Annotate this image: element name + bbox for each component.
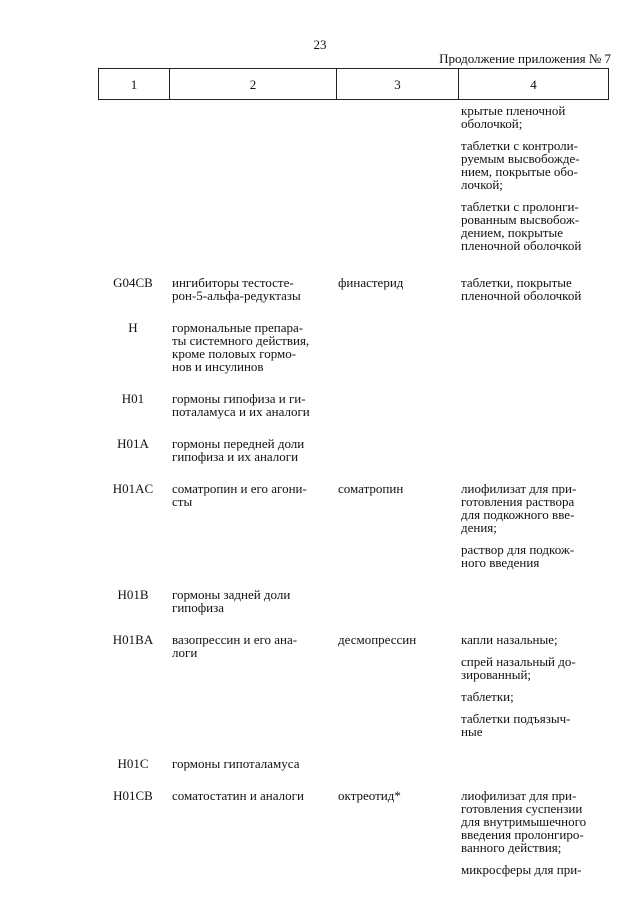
group-text-line: соматостатин и аналоги [172,788,304,803]
atc-code: H01A [117,436,149,451]
table-body [98,104,609,895]
atc-code: H01CB [113,788,153,803]
dosage-forms [455,276,609,302]
dosage-form-line: раствор для подкож- [461,542,575,557]
group-text-line: нов и инсулинов [172,359,264,374]
page-number: 23 [313,37,327,52]
table-row [98,321,609,373]
group-text-line: логи [172,645,198,660]
pharmacological-group [168,437,334,463]
drug-name [334,104,455,252]
table-row [98,437,609,463]
atc-code: H01C [117,756,149,771]
dosage-forms [455,104,609,252]
dosage-form-line: лиофилизат для при- [461,788,577,803]
dosage-form-line: рованным высвобож- [461,212,580,227]
dosage-form [461,200,609,252]
dosage-form-line: для внутримышечного [461,814,587,829]
group-text-line: гормональные препара- [172,320,304,335]
pharmacological-group [168,276,334,302]
column-header-1: 1 [99,69,170,99]
table-header [98,68,609,100]
group-text-line: вазопрессин и его ана- [172,632,298,647]
pharmacological-group [168,392,334,418]
dosage-form-line: таблетки с пролонги- [461,199,579,214]
atc-code: H01 [121,391,145,406]
dosage-forms [455,588,609,614]
dosage-form [461,543,609,569]
drug-name: финастерид [338,275,404,290]
column-header-3: 3 [337,69,459,99]
dosage-form-line: дения; [461,520,497,535]
dosage-form-line: лочкой; [461,177,503,192]
dosage-forms [455,437,609,463]
dosage-form-line: микросферы для при- [461,862,582,877]
pharmacological-group [168,789,334,876]
dosage-form-line: зированный; [461,667,532,682]
drug-name: соматропин [338,481,404,496]
dosage-form-line: ные [461,724,483,739]
atc-code [98,104,168,252]
dosage-form [461,655,609,681]
drug-name [334,392,455,418]
group-text-line: рон-5-альфа-редуктазы [172,288,301,303]
dosage-form-line: готовления суспензии [461,801,583,816]
group-text-line: гормоны передней доли [172,436,305,451]
group-text-line: гипофиза и их аналоги [172,449,299,464]
drug-name [334,757,455,770]
dosage-form-line: оболочкой; [461,116,523,131]
drug-name [334,588,455,614]
dosage-form-line: нием, покрытые обо- [461,164,578,179]
dosage-forms [455,633,609,738]
group-text-line: ты системного действия, [172,333,310,348]
dosage-form [461,139,609,191]
atc-code: G04CB [113,275,153,290]
pharmacological-group [168,321,334,373]
group-text-line: сты [172,494,193,509]
dosage-forms [455,321,609,373]
table-row [98,104,609,252]
atc-code: H [128,320,138,335]
table-row [98,392,609,418]
dosage-form [461,863,609,876]
pharmacological-group [168,757,334,770]
dosage-form-line: капли назальные; [461,632,558,647]
dosage-form-line: крытые пленочной [461,103,566,118]
dosage-form-line: спрей назальный до- [461,654,576,669]
table-row [98,482,609,569]
dosage-forms [455,482,609,569]
pharmacological-group [168,482,334,569]
drug-name [334,321,455,373]
dosage-form-line: пленочной оболочкой [461,288,582,303]
pharmacological-group [168,104,334,252]
dosage-form [461,276,609,302]
dosage-forms [455,789,609,876]
dosage-form-line: таблетки, покрытые [461,275,572,290]
dosage-form-line: таблетки подъязыч- [461,711,571,726]
table-row [98,789,609,876]
dosage-form-line: таблетки с контроли- [461,138,578,153]
table-row [98,588,609,614]
column-header-4: 4 [530,76,537,92]
dosage-form-line: пленочной оболочкой [461,238,582,253]
appendix-continuation-note: Продолжение приложения № 7 [439,51,611,66]
pharmacological-group [168,633,334,738]
group-text-line: ингибиторы тестосте- [172,275,294,290]
dosage-forms [455,757,609,770]
group-text-line: гипофиза [172,600,225,615]
group-text-line: поталамуса и их аналоги [172,404,310,419]
drug-name [334,437,455,463]
atc-code: H01AC [112,481,154,496]
dosage-form-line: лиофилизат для при- [461,481,577,496]
dosage-form-line: таблетки; [461,689,514,704]
drug-name: десмопрессин [338,632,417,647]
table-row [98,757,609,770]
dosage-forms [455,392,609,418]
dosage-form-line: введения пролонгиро- [461,827,584,842]
atc-code: H01B [117,587,149,602]
group-text-line: гормоны гипоталамуса [172,756,300,771]
table-row [98,633,609,738]
dosage-form-line: готовления раствора [461,494,575,509]
dosage-form [461,633,609,646]
group-text-line: кроме половых гормо- [172,346,297,361]
dosage-form-line: для подкожного вве- [461,507,575,522]
dosage-form-line: дением, покрытые [461,225,563,240]
dosage-form [461,104,609,130]
dosage-form [461,712,609,738]
group-text-line: гормоны гипофиза и ги- [172,391,306,406]
dosage-form [461,789,609,854]
column-header-2: 2 [170,69,337,99]
group-text-line: соматропин и его агони- [172,481,307,496]
table-row [98,276,609,302]
atc-code: H01BA [112,632,154,647]
dosage-form [461,690,609,703]
drug-name: октреотид* [338,788,401,803]
pharmacological-group [168,588,334,614]
group-text-line: гормоны задней доли [172,587,291,602]
dosage-form-line: ного введения [461,555,540,570]
dosage-form-line: ванного действия; [461,840,562,855]
dosage-form [461,482,609,534]
dosage-form-line: руемым высвобожде- [461,151,580,166]
